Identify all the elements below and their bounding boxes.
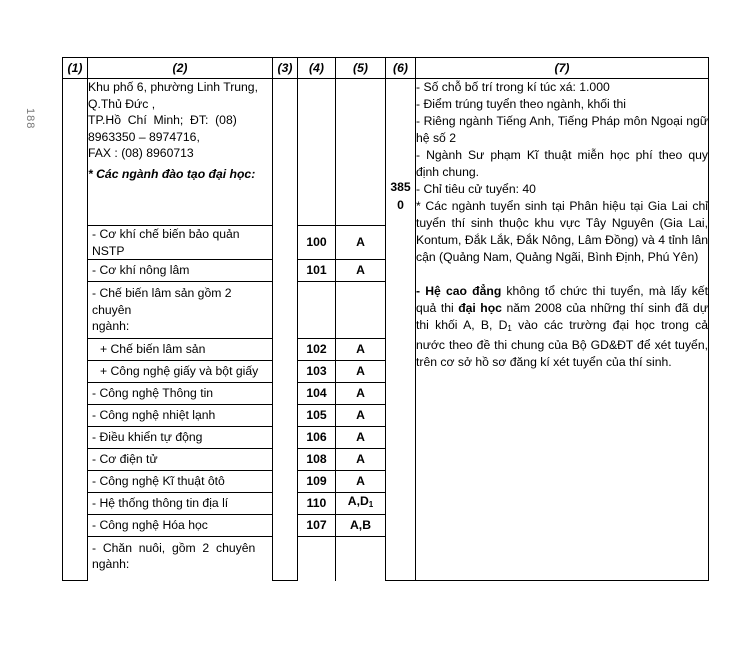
program-name-line-1: - Chăn nuôi, gồm 2 chuyên: [92, 540, 256, 555]
header-col-6: (6): [386, 58, 416, 79]
header-col-3: (3): [273, 58, 298, 79]
note-tuition: - Ngành Sư phạm Kĩ thuật miễn học phí theo quy định chung.: [416, 148, 708, 179]
program-code: 108: [298, 448, 336, 470]
note-dorm: - Số chỗ bố trí trong kí túc xá: 1.000: [416, 80, 610, 94]
program-code: 109: [298, 470, 336, 492]
page-number: 188: [24, 108, 36, 130]
col4-info-cell: [298, 79, 336, 226]
program-block: A: [336, 382, 386, 404]
address-line-1: Khu phố 6, phường Linh Trung,: [88, 80, 258, 94]
program-name: - Hệ thống thông tin địa lí: [88, 492, 273, 514]
program-name-line-2: ngành:: [92, 319, 130, 333]
program-block: A: [336, 426, 386, 448]
program-block: [336, 492, 386, 514]
program-name: - Điều khiển tự động: [88, 426, 273, 448]
address-line-3: TP.Hồ Chí Minh; ĐT: (08): [88, 113, 237, 127]
program-name-line-2: ngành:: [92, 557, 130, 571]
program-code: 103: [298, 360, 336, 382]
address-line-2: Q.Thủ Đức ,: [88, 96, 156, 111]
program-code: 105: [298, 404, 336, 426]
note-score: - Điểm trúng tuyển theo ngành, khối thi: [416, 97, 627, 111]
program-block: A: [336, 470, 386, 492]
program-block: [336, 282, 386, 339]
program-code: [298, 282, 336, 339]
note-gialai: * Các ngành tuyển sinh tại Phân hiệu tại Gia Lai chỉ tuyển thí sinh thuộc khu vực Tây Nguyên (Gia Lai, Kontum, Đắk Lắk, Đắk Nông, Lâm Đồng) và 4 tỉnh lân cận (Quảng Nam, Quảng Ngãi, Bình Định, Phú Yên): [416, 199, 708, 264]
header-col-1: (1): [63, 58, 88, 79]
program-block: [336, 536, 386, 581]
program-name: - Cơ điện tử: [88, 448, 273, 470]
phone-line: 8963350 – 8974716,: [88, 129, 200, 144]
program-code: [298, 536, 336, 581]
program-name-line-1: - Chế biến lâm sản gồm 2 chuyên: [92, 286, 232, 317]
col5-info-cell: [336, 79, 386, 226]
col1-cell: [63, 79, 88, 581]
header-col-7: (7): [416, 58, 709, 79]
program-name: [88, 536, 273, 581]
program-code: 107: [298, 514, 336, 536]
program-code: 106: [298, 426, 336, 448]
col3-cell: [273, 79, 298, 581]
block-sub: 1: [368, 499, 374, 509]
program-code: 102: [298, 338, 336, 360]
program-name: - Công nghệ nhiệt lạnh: [88, 404, 273, 426]
program-name: + Công nghệ giấy và bột giấy: [88, 360, 273, 382]
note-college: [416, 283, 708, 371]
program-name: - Cơ khí chế biến bảo quản NSTP: [88, 226, 273, 260]
fax-line: FAX : (08) 8960713: [88, 146, 194, 160]
program-code: 104: [298, 382, 336, 404]
program-name: - Cơ khí nông lâm: [88, 260, 273, 282]
program-block: A: [336, 338, 386, 360]
program-code: 101: [298, 260, 336, 282]
header-col-2: (2): [88, 58, 273, 79]
note-college-text-3: vào các trường đại học trong cả nước theo đề thi chung của Bộ GD&ĐT để xét tuyển, trên cơ sở hồ sơ đăng kí xét tuyển của thí sinh.: [416, 318, 708, 369]
program-block: A,B: [336, 514, 386, 536]
admission-table: [62, 57, 709, 581]
note-college-bold-2: đại học: [458, 301, 502, 315]
program-block: A: [336, 448, 386, 470]
note-quota: - Chỉ tiêu cử tuyển: 40: [416, 182, 536, 196]
header-row: [63, 58, 709, 79]
program-name: + Chế biến lâm sản: [88, 338, 273, 360]
program-block: A: [336, 404, 386, 426]
program-block: A: [336, 260, 386, 282]
note-college-text-2: năm 2008 của những thí sinh đã dự thi khối A, B, D: [416, 301, 708, 332]
program-name: - Công nghệ Hóa học: [88, 514, 273, 536]
school-info-cell: [88, 79, 273, 226]
program-name: - Công nghệ Kĩ thuật ôtô: [88, 470, 273, 492]
school-info-row: [63, 79, 709, 226]
program-block: A: [336, 226, 386, 260]
section-title: * Các ngành đào tạo đại học:: [88, 166, 256, 181]
notes-cell: [416, 79, 709, 581]
quota-line-1: 385: [390, 180, 411, 194]
program-code: 110: [298, 492, 336, 514]
note-college-bold-1: - Hệ cao đẳng: [416, 284, 502, 298]
program-block: A: [336, 360, 386, 382]
program-code: 100: [298, 226, 336, 260]
quota-cell: [386, 79, 416, 581]
program-name: - Công nghệ Thông tin: [88, 382, 273, 404]
note-language: - Riêng ngành Tiếng Anh, Tiếng Pháp môn Ngoại ngữ hệ số 2: [416, 114, 708, 145]
program-name: [88, 282, 273, 339]
quota-line-2: 0: [397, 198, 404, 212]
header-col-5: (5): [336, 58, 386, 79]
note-college-sub: 1: [507, 324, 512, 333]
header-col-4: (4): [298, 58, 336, 79]
note-college-text-1: không tổ chức thi tuyển, mà lấy kết quả thi: [416, 284, 708, 315]
block-main: A,D: [347, 493, 369, 508]
